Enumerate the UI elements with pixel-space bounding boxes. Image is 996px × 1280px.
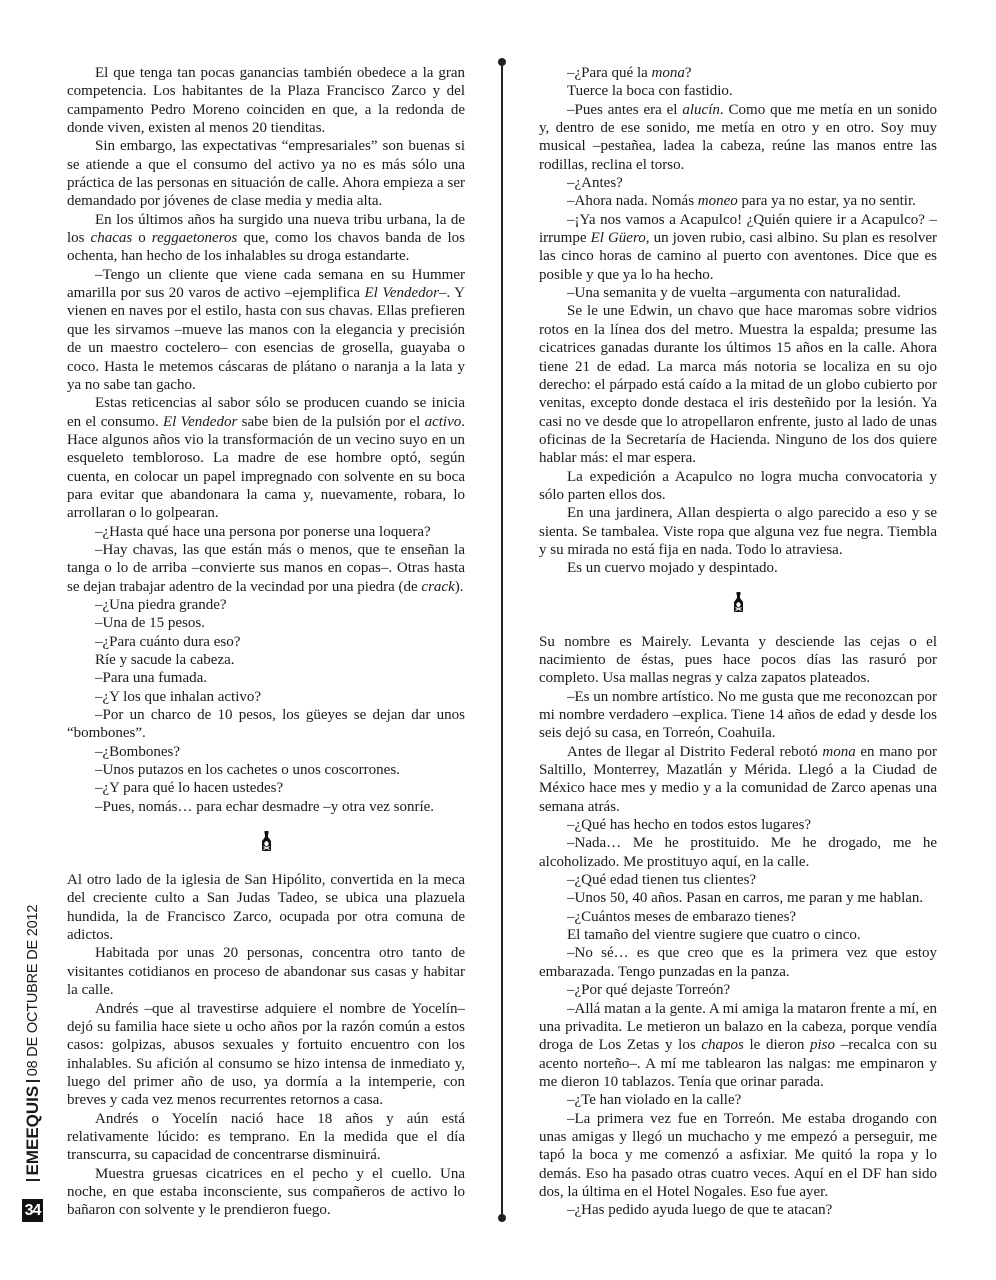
italic-term: El Güero xyxy=(590,230,646,247)
article-paragraph xyxy=(539,64,937,82)
article-paragraph: –¿Una piedra grande? xyxy=(95,596,227,613)
article-paragraph xyxy=(67,266,465,394)
article-paragraph: Al otro lado de la iglesia de San Hipólito, convertida en la meca del creciente culto a San Judas Tadeo, se ubica una plazuela hundida, la de Francisco Zarco, ocupada por otra comuna de adictos. xyxy=(67,872,465,944)
article-paragraph: –¿Bombones? xyxy=(95,743,180,760)
paragraph-text: En los últimos años ha surgido una nueva tribu urbana, la de los xyxy=(67,211,465,247)
article-paragraph: –¿Antes? xyxy=(567,175,623,192)
italic-term: El Vendedor xyxy=(162,413,238,430)
article-paragraph: –¿Qué has hecho en todos estos lugares? xyxy=(567,817,812,834)
article-paragraph: –¿Y los que inhalan activo? xyxy=(95,688,262,705)
article-paragraph: En una jardinera, Allan despierta o algo parecido a eso y se sienta. Se tambalea. Viste ropa que alguna vez fue negra. Tiembla y su mirada no está fija en nada. Todo lo atraviesa. xyxy=(539,505,937,558)
italic-term: moneo xyxy=(697,193,738,210)
paragraph-text: –¡Ya nos vamos a Acapulco! ¿Quién quiere ir a Acapulco? –irrumpe xyxy=(539,211,937,247)
paragraph-text: que, como los chavos banda de los ochenta, han hecho de los inhalables su droga estandarte. xyxy=(67,230,465,265)
italic-term: alucín xyxy=(682,101,720,118)
poison-bottle-icon xyxy=(261,831,272,856)
article-paragraph xyxy=(539,211,937,284)
article-paragraph: –No sé… es que creo que es la primera vez que estoy embarazada. Tengo punzadas en la panza. xyxy=(539,945,937,980)
italic-term: El Vendedor xyxy=(364,285,439,302)
page-number: 34 xyxy=(22,1199,43,1222)
article-paragraph: El que tenga tan pocas ganancias también obedece a la gran competencia. Los habitantes de la Plaza Francisco Zarco y del campamento Pedro Moreno coinciden en que, a la redonda de donde viven, existen al menos 20 tienditas. xyxy=(67,65,465,137)
divider-dot xyxy=(498,58,506,66)
paragraph-text: le dieron xyxy=(743,1037,811,1054)
article-paragraph: –Unos putazos en los cachetes o unos coscorrones. xyxy=(95,762,400,779)
paragraph-text: –Allá matan a la gente. A mi amiga la mataron frente a mí, en una privadita. Le metieron un balazo en la cabeza, porque vendía droga de Los Zetas y los xyxy=(539,1000,937,1054)
paragraph-text: . Hace algunos años vio la transformación de un vecino suyo en un esqueleto tembloroso. La madre de ese hombre optó, según cuenta, en colocar un papel impregnado con solvente en su boca para evitar que abandonara la cama y, nuevamente, robara, lo arrollaran o lo golpearan. xyxy=(67,413,465,522)
article-paragraph: –Por un charco de 10 pesos, los güeyes se dejan dar unos “bombones”. xyxy=(67,707,465,742)
paragraph-text: –¿Para qué la xyxy=(567,65,652,81)
article-paragraph: –¿Para cuánto dura eso? xyxy=(95,633,241,650)
article-paragraph: –¿Cuántos meses de embarazo tienes? xyxy=(567,908,797,925)
paragraph-text: ? xyxy=(684,65,692,81)
italic-term: chapos xyxy=(701,1037,744,1054)
article-paragraph: –Una semanita y de vuelta –argumenta con naturalidad. xyxy=(567,285,901,302)
paragraph-text: –Hay chavas, las que están más o menos, que te enseñan la tanga o lo de arriba –convierte sus manos en copas–. Otras hasta se dejan trabajar adentro de la vecindad por una piedra (de xyxy=(67,541,465,595)
divider-dot xyxy=(498,1214,506,1222)
paragraph-text: –. Y vienen en naves por el estilo, hasta con sus chavas. Ellas prefieren que les sirvamos –mueve las manos con la elegancia y precisión de un maestro coctelero– con esencias de grosella, guayaba o coco. Hasta le metemos cáscaras de plátano o naranja a la lata y ya no sabe tan gacho. xyxy=(67,285,466,393)
italic-term: chacas xyxy=(90,230,133,247)
article-paragraph: Se le une Edwin, un chavo que hace maromas sobre vidrios rotos en la línea dos del metro. Muestra la espalda; presume las cicatrices ganadas durante los últimos 15 años en la calle. Ahora tiene 21 de edad. La marca más notoria se localiza en su ojo derecho: el párpado está caído a la mitad de un globo cubierto por venitas, excepto donde destaca el iris desteñido por la lesión. Ya casi no ve desde que lo atropellaron enfrente, justo al lado de unas oficinas de la Secretaría de Hacienda. Ninguno de los dos quiere hablar más: el mar espera. xyxy=(539,303,937,467)
article-paragraph: –¿Por qué dejaste Torreón? xyxy=(567,982,731,999)
article-paragraph: Su nombre es Mairely. Levanta y desciende las cejas o el nacimiento de éstas, pues hace pocos días las rasuró por completo. Usa mallas negras y calza zapatos plateados. xyxy=(539,633,937,687)
article-paragraph: –¿Y para qué lo hacen ustedes? xyxy=(95,780,284,797)
paragraph-text: , un joven rubio, casi albino. Su plan es resolver las cinco horas de camino al puerto con aventones. Dice que es posible y que ya lo ha hecho. xyxy=(539,230,937,283)
paragraph-text: para ya no estar, ya no sentir. xyxy=(737,193,916,210)
article-paragraph: Habitada por unas 20 personas, concentra otro tanto de visitantes cotidianos en proceso de abandonar sus casas y habitar la calle. xyxy=(67,945,465,999)
paragraph-text: –Pues antes era el xyxy=(567,101,683,118)
page-folio xyxy=(21,904,45,1185)
italic-term: crack xyxy=(421,578,455,595)
italic-term: activo xyxy=(424,413,462,430)
paragraph-text: Estas reticencias al sabor sólo se producen cuando se inicia en el consumo. xyxy=(67,395,465,430)
paragraph-text: Antes de llegar al Distrito Federal rebotó xyxy=(567,743,823,760)
italic-term: mona xyxy=(651,65,685,81)
article-right-column xyxy=(539,64,937,1220)
article-paragraph xyxy=(539,1000,937,1092)
paragraph-text: sabe bien de la pulsión por el xyxy=(237,413,425,430)
paragraph-text: o xyxy=(132,230,152,247)
magazine-brand: EMEEQUIS xyxy=(23,1085,42,1176)
article-paragraph: –Nada… Me he prostituido. Me he drogado, me he alcoholizado. Me prostituyo aquí, en la calle. xyxy=(539,835,937,870)
article-paragraph: Tuerce la boca con fastidio. xyxy=(567,83,733,100)
paragraph-text: –recalca con su acento norteño–. A mí me tablearon las nalgas: me empinaron y me dieron 10 tablazos. Tenía que orinar parada. xyxy=(539,1037,937,1090)
italic-term: piso xyxy=(810,1037,836,1054)
article-paragraph xyxy=(67,211,465,266)
poison-bottle-icon xyxy=(733,592,744,617)
article-left-column xyxy=(67,64,465,1220)
article-paragraph xyxy=(67,394,465,522)
section-break-ornament xyxy=(539,578,937,633)
paragraph-text: en mano por Saltillo, Monterrey, Mazatlán y Mérida. Llegó a la Ciudad de México hace mes y medio y a la comunidad de Zarco apenas una semana atrás. xyxy=(539,743,937,815)
issue-date: 08 DE OCTUBRE DE 2012 xyxy=(25,904,41,1077)
paragraph-text: –Tengo un cliente que viene cada semana en su Hummer amarilla por sus 20 varos de activo –ejemplifica xyxy=(67,266,465,302)
article-paragraph xyxy=(67,541,465,596)
article-paragraph: Es un cuervo mojado y despintado. xyxy=(567,560,778,577)
article-paragraph xyxy=(539,743,937,816)
column-divider xyxy=(501,62,503,1218)
article-paragraph: La expedición a Acapulco no logra mucha convocatoria y sólo parten ellos dos. xyxy=(539,468,937,503)
article-paragraph: Muestra gruesas cicatrices en el pecho y el cuello. Una noche, en que estaba inconsciente, sus compañeros de activo lo bañaron con solvente y le prendieron fuego. xyxy=(67,1165,465,1219)
article-paragraph: Ríe y sacude la cabeza. xyxy=(95,652,235,668)
folio-separator xyxy=(26,1180,40,1182)
article-paragraph: Andrés –que al travestirse adquiere el nombre de Yocelín– dejó su familia hace siete u ocho años por la razón común a estos casos: golpizas, abusos sexuales y fortuito encuentro con los inhalables. Su afición al consumo se hizo intensa de inmediato y, luego del primer año de uso, ya dormía a la intemperie, con breves y cada vez menos recurrentes retornos a casa. xyxy=(67,1000,465,1109)
article-paragraph: Sin embargo, las expectativas “empresariales” son buenas si se atiende a que el consumo del activo ya no es más sólo una práctica de las personas en situación de calle. Ahora empieza a ser demandado por jóvenes de clase media y media alta. xyxy=(67,138,465,210)
article-paragraph: –Unos 50, 40 años. Pasan en carros, me paran y me hablan. xyxy=(567,890,924,907)
article-paragraph: Andrés o Yocelín nació hace 18 años y aún está relativamente lúcido: es temprano. En la medida que el día transcurra, su capacidad de concentrarse disminuirá. xyxy=(67,1110,465,1164)
paragraph-text: ). xyxy=(454,578,464,595)
article-paragraph: –¿Has pedido ayuda luego de que te atacan? xyxy=(567,1202,833,1219)
article-paragraph: –Es un nombre artístico. No me gusta que me reconozcan por mi nombre verdadero –explica. Tiene 14 años de edad y desde los seis dejó su casa, en Torreón, Coahuila. xyxy=(539,688,937,742)
article-paragraph: –La primera vez fue en Torreón. Me estaba drogando con unas amigas y llegó un muchacho y me empezó a perseguir, me tapó la boca y me comenzó a asfixiar. Me quitó la ropa y lo demás. Eso ha pasado otras cuatro veces. Aquí en el DF han sido dos, la última en el Hotel Nogales. Eso fue ayer. xyxy=(539,1110,937,1200)
article-paragraph: El tamaño del vientre sugiere que cuatro o cinco. xyxy=(567,927,861,944)
article-paragraph: –Para una fumada. xyxy=(95,670,208,687)
article-paragraph: –Pues, nomás… para echar desmadre –y otra vez sonríe. xyxy=(95,798,435,815)
article-paragraph xyxy=(539,101,937,174)
folio-separator xyxy=(26,1080,40,1082)
article-paragraph: –Una de 15 pesos. xyxy=(95,615,205,632)
italic-term: mona xyxy=(822,743,856,760)
article-paragraph: –¿Hasta qué hace una persona por ponerse una loquera? xyxy=(95,523,431,540)
paragraph-text: –Ahora nada. Nomás xyxy=(567,193,698,210)
paragraph-text: . Como que me metía en un sonido y, dentro de ese sonido, me metía en otro y en otro. Soy muy musical –pestañea, ladea la cabeza, reúne las manos entre las rodillas, reclina el torso. xyxy=(539,101,938,173)
italic-term: reggaetoneros xyxy=(151,230,238,247)
article-paragraph: –¿Te han violado en la calle? xyxy=(567,1092,742,1109)
article-paragraph: –¿Qué edad tienen tus clientes? xyxy=(567,872,757,889)
section-break-ornament xyxy=(67,816,465,871)
article-paragraph xyxy=(539,192,937,210)
